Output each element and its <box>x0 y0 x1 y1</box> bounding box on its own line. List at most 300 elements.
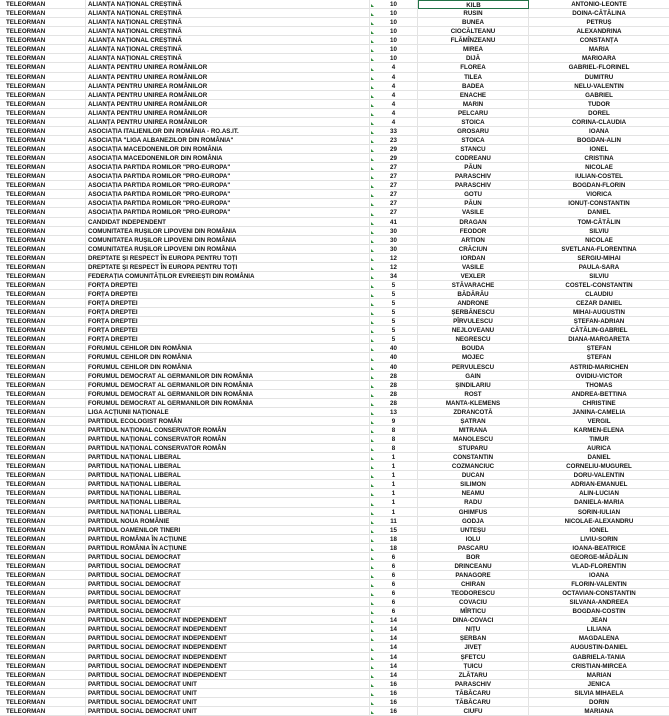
cell-given-names[interactable]: IONEL <box>529 145 669 154</box>
cell-list-no[interactable]: 41 <box>370 218 418 227</box>
cell-party[interactable]: ASOCIAȚIA PARTIDA ROMILOR "PRO-EUROPA" <box>86 190 370 199</box>
cell-list-no[interactable]: 16 <box>370 707 418 716</box>
cell-given-names[interactable]: MARIAN <box>529 671 669 680</box>
cell-party[interactable]: FORȚA DREPTEI <box>86 308 370 317</box>
cell-party[interactable]: PARTIDUL ROMÂNIA ÎN ACȚIUNE <box>86 544 370 553</box>
cell-county[interactable]: TELEORMAN <box>0 399 86 408</box>
cell-list-no[interactable]: 14 <box>370 653 418 662</box>
cell-county[interactable]: TELEORMAN <box>0 444 86 453</box>
cell-party[interactable]: ALIANȚA PENTRU UNIREA ROMÂNILOR <box>86 109 370 118</box>
cell-given-names[interactable]: GABRIELA-TANIA <box>529 653 669 662</box>
cell-list-no[interactable]: 30 <box>370 236 418 245</box>
cell-surname[interactable]: GOTU <box>418 190 529 199</box>
cell-surname[interactable]: GHIMFUS <box>418 508 529 517</box>
cell-list-no[interactable]: 12 <box>370 263 418 272</box>
cell-party[interactable]: FORUMUL CEHILOR DIN ROMÂNIA <box>86 353 370 362</box>
cell-county[interactable]: TELEORMAN <box>0 100 86 109</box>
cell-list-no[interactable]: 5 <box>370 335 418 344</box>
cell-party[interactable]: FORUMUL DEMOCRAT AL GERMANILOR DIN ROMÂNIA <box>86 390 370 399</box>
cell-county[interactable]: TELEORMAN <box>0 54 86 63</box>
cell-given-names[interactable]: AURICA <box>529 444 669 453</box>
cell-surname[interactable]: CRĂCIUN <box>418 245 529 254</box>
cell-county[interactable]: TELEORMAN <box>0 236 86 245</box>
cell-list-no[interactable]: 29 <box>370 154 418 163</box>
cell-party[interactable]: DREPTATE ȘI RESPECT ÎN EUROPA PENTRU TOȚI <box>86 254 370 263</box>
cell-surname[interactable]: FLĂMÎNZEANU <box>418 36 529 45</box>
cell-party[interactable]: ALIANȚA PENTRU UNIREA ROMÂNILOR <box>86 73 370 82</box>
cell-given-names[interactable]: OCTAVIAN-CONSTANTIN <box>529 589 669 598</box>
cell-county[interactable]: TELEORMAN <box>0 498 86 507</box>
cell-surname[interactable]: ZDRANCOTĂ <box>418 408 529 417</box>
cell-given-names[interactable]: DORIN <box>529 698 669 707</box>
cell-given-names[interactable]: AUGUSTIN-DANIEL <box>529 643 669 652</box>
cell-party[interactable]: PARTIDUL SOCIAL DEMOCRAT UNIT <box>86 680 370 689</box>
cell-county[interactable]: TELEORMAN <box>0 263 86 272</box>
cell-given-names[interactable]: GABRIEL <box>529 91 669 100</box>
cell-given-names[interactable]: JEAN <box>529 616 669 625</box>
cell-party[interactable]: PARTIDUL NAȚIONAL LIBERAL <box>86 480 370 489</box>
cell-party[interactable]: LIGA ACȚIUNII NAȚIONALE <box>86 408 370 417</box>
cell-surname[interactable]: MANTA-KLEMENS <box>418 399 529 408</box>
cell-party[interactable]: PARTIDUL OAMENILOR TINERI <box>86 526 370 535</box>
cell-party[interactable]: ASOCIAȚIA PARTIDA ROMILOR "PRO-EUROPA" <box>86 172 370 181</box>
cell-given-names[interactable]: IONUȚ-CONSTANTIN <box>529 199 669 208</box>
cell-party[interactable]: PARTIDUL SOCIAL DEMOCRAT INDEPENDENT <box>86 625 370 634</box>
cell-list-no[interactable]: 12 <box>370 254 418 263</box>
cell-surname[interactable]: MÎRTICU <box>418 607 529 616</box>
cell-party[interactable]: PARTIDUL SOCIAL DEMOCRAT INDEPENDENT <box>86 634 370 643</box>
cell-party[interactable]: ALIANȚA NAȚIONAL CREȘTINĂ <box>86 27 370 36</box>
cell-surname[interactable]: VASILE <box>418 208 529 217</box>
cell-party[interactable]: ALIANȚA PENTRU UNIREA ROMÂNILOR <box>86 118 370 127</box>
cell-given-names[interactable]: GABRIEL-FLORINEL <box>529 63 669 72</box>
cell-given-names[interactable]: NELU-VALENTIN <box>529 82 669 91</box>
cell-surname[interactable]: ROST <box>418 390 529 399</box>
cell-party[interactable]: PARTIDUL NAȚIONAL CONSERVATOR ROMÂN <box>86 435 370 444</box>
cell-surname[interactable]: STOICA <box>418 136 529 145</box>
cell-list-no[interactable]: 14 <box>370 671 418 680</box>
cell-county[interactable]: TELEORMAN <box>0 517 86 526</box>
cell-given-names[interactable]: JANINA-CAMELIA <box>529 408 669 417</box>
cell-county[interactable]: TELEORMAN <box>0 118 86 127</box>
cell-given-names[interactable]: BOGDAN-ALIN <box>529 136 669 145</box>
cell-county[interactable]: TELEORMAN <box>0 390 86 399</box>
cell-list-no[interactable]: 18 <box>370 535 418 544</box>
cell-party[interactable]: PARTIDUL SOCIAL DEMOCRAT INDEPENDENT <box>86 616 370 625</box>
cell-list-no[interactable]: 34 <box>370 272 418 281</box>
cell-list-no[interactable]: 4 <box>370 109 418 118</box>
cell-party[interactable]: ALIANȚA PENTRU UNIREA ROMÂNILOR <box>86 100 370 109</box>
cell-surname[interactable]: PARASCHIV <box>418 172 529 181</box>
cell-given-names[interactable]: NICOLAE <box>529 236 669 245</box>
cell-surname[interactable]: PERVULESCU <box>418 363 529 372</box>
cell-party[interactable]: PARTIDUL SOCIAL DEMOCRAT <box>86 562 370 571</box>
cell-list-no[interactable]: 28 <box>370 372 418 381</box>
cell-county[interactable]: TELEORMAN <box>0 172 86 181</box>
cell-given-names[interactable]: CĂTĂLIN-GABRIEL <box>529 326 669 335</box>
cell-county[interactable]: TELEORMAN <box>0 589 86 598</box>
cell-county[interactable]: TELEORMAN <box>0 18 86 27</box>
cell-surname[interactable]: PĂUN <box>418 199 529 208</box>
cell-given-names[interactable]: ALEXANDRINA <box>529 27 669 36</box>
cell-list-no[interactable]: 6 <box>370 562 418 571</box>
cell-county[interactable]: TELEORMAN <box>0 335 86 344</box>
cell-given-names[interactable]: JENICA <box>529 680 669 689</box>
cell-county[interactable]: TELEORMAN <box>0 245 86 254</box>
cell-surname[interactable]: ȘINDILARIU <box>418 381 529 390</box>
cell-surname[interactable]: TEODORESCU <box>418 589 529 598</box>
cell-party[interactable]: PARTIDUL SOCIAL DEMOCRAT INDEPENDENT <box>86 653 370 662</box>
cell-surname[interactable]: ANDRONE <box>418 299 529 308</box>
cell-given-names[interactable]: SILVANA-ANDREEA <box>529 598 669 607</box>
cell-list-no[interactable]: 11 <box>370 517 418 526</box>
cell-list-no[interactable]: 28 <box>370 381 418 390</box>
cell-surname[interactable]: ARTION <box>418 236 529 245</box>
cell-given-names[interactable]: CHRISTINE <box>529 399 669 408</box>
cell-list-no[interactable]: 1 <box>370 498 418 507</box>
cell-given-names[interactable]: DANIEL <box>529 208 669 217</box>
cell-surname[interactable]: CIUFU <box>418 707 529 716</box>
cell-list-no[interactable]: 1 <box>370 462 418 471</box>
cell-list-no[interactable]: 10 <box>370 45 418 54</box>
cell-given-names[interactable]: DANIELA-MARIA <box>529 498 669 507</box>
cell-party[interactable]: COMUNITATEA RUȘILOR LIPOVENI DIN ROMÂNIA <box>86 236 370 245</box>
cell-party[interactable]: ALIANȚA PENTRU UNIREA ROMÂNILOR <box>86 63 370 72</box>
cell-given-names[interactable]: SILVIU <box>529 227 669 236</box>
cell-county[interactable]: TELEORMAN <box>0 63 86 72</box>
cell-county[interactable]: TELEORMAN <box>0 73 86 82</box>
cell-county[interactable]: TELEORMAN <box>0 308 86 317</box>
cell-county[interactable]: TELEORMAN <box>0 535 86 544</box>
cell-given-names[interactable]: DOINA-CĂTĂLINA <box>529 9 669 18</box>
cell-list-no[interactable]: 10 <box>370 0 418 9</box>
cell-party[interactable]: PARTIDUL ROMÂNIA ÎN ACȚIUNE <box>86 535 370 544</box>
cell-party[interactable]: FORȚA DREPTEI <box>86 290 370 299</box>
cell-list-no[interactable]: 30 <box>370 245 418 254</box>
cell-party[interactable]: PARTIDUL NOUA ROMÂNIE <box>86 517 370 526</box>
cell-given-names[interactable]: FLORIN-VALENTIN <box>529 580 669 589</box>
cell-party[interactable]: FORUMUL DEMOCRAT AL GERMANILOR DIN ROMÂNIA <box>86 381 370 390</box>
cell-given-names[interactable]: BOGDAN-FLORIN <box>529 181 669 190</box>
cell-surname[interactable]: GODJA <box>418 517 529 526</box>
cell-county[interactable]: TELEORMAN <box>0 480 86 489</box>
cell-surname[interactable]: IORDAN <box>418 254 529 263</box>
cell-surname[interactable]: KILB <box>418 0 529 9</box>
cell-list-no[interactable]: 5 <box>370 326 418 335</box>
cell-surname[interactable]: GROSARU <box>418 127 529 136</box>
cell-given-names[interactable]: IOANA <box>529 571 669 580</box>
cell-county[interactable]: TELEORMAN <box>0 598 86 607</box>
cell-surname[interactable]: MOJEC <box>418 353 529 362</box>
cell-county[interactable]: TELEORMAN <box>0 634 86 643</box>
cell-party[interactable]: FORUMUL DEMOCRAT AL GERMANILOR DIN ROMÂNIA <box>86 372 370 381</box>
cell-party[interactable]: ALIANȚA PENTRU UNIREA ROMÂNILOR <box>86 82 370 91</box>
cell-list-no[interactable]: 8 <box>370 444 418 453</box>
cell-surname[interactable]: PÎRVULESCU <box>418 317 529 326</box>
cell-party[interactable]: COMUNITATEA RUȘILOR LIPOVENI DIN ROMÂNIA <box>86 245 370 254</box>
cell-party[interactable]: PARTIDUL NAȚIONAL LIBERAL <box>86 508 370 517</box>
cell-list-no[interactable]: 10 <box>370 27 418 36</box>
cell-party[interactable]: PARTIDUL SOCIAL DEMOCRAT <box>86 580 370 589</box>
cell-county[interactable]: TELEORMAN <box>0 381 86 390</box>
cell-list-no[interactable]: 6 <box>370 607 418 616</box>
cell-surname[interactable]: NEGRESCU <box>418 335 529 344</box>
cell-county[interactable]: TELEORMAN <box>0 662 86 671</box>
cell-given-names[interactable]: VIORICA <box>529 190 669 199</box>
cell-given-names[interactable]: DORU-VALENTIN <box>529 471 669 480</box>
cell-given-names[interactable]: CONSTANȚA <box>529 36 669 45</box>
cell-list-no[interactable]: 27 <box>370 208 418 217</box>
cell-county[interactable]: TELEORMAN <box>0 562 86 571</box>
cell-surname[interactable]: MARIN <box>418 100 529 109</box>
cell-given-names[interactable]: LIVIU-SORIN <box>529 535 669 544</box>
cell-county[interactable]: TELEORMAN <box>0 372 86 381</box>
cell-surname[interactable]: DRAGAN <box>418 218 529 227</box>
cell-list-no[interactable]: 5 <box>370 281 418 290</box>
cell-list-no[interactable]: 4 <box>370 100 418 109</box>
cell-given-names[interactable]: VLAD-FLORENTIN <box>529 562 669 571</box>
cell-county[interactable]: TELEORMAN <box>0 27 86 36</box>
cell-party[interactable]: ALIANȚA NAȚIONAL CREȘTINĂ <box>86 9 370 18</box>
cell-party[interactable]: FORȚA DREPTEI <box>86 335 370 344</box>
cell-party[interactable]: ALIANȚA PENTRU UNIREA ROMÂNILOR <box>86 91 370 100</box>
cell-list-no[interactable]: 1 <box>370 453 418 462</box>
cell-surname[interactable]: TILEA <box>418 73 529 82</box>
cell-given-names[interactable]: CRISTIAN-MIRCEA <box>529 662 669 671</box>
cell-party[interactable]: ASOCIAȚIA PARTIDA ROMILOR "PRO-EUROPA" <box>86 163 370 172</box>
cell-list-no[interactable]: 29 <box>370 145 418 154</box>
cell-party[interactable]: ASOCIAȚIA PARTIDA ROMILOR "PRO-EUROPA" <box>86 199 370 208</box>
cell-county[interactable]: TELEORMAN <box>0 299 86 308</box>
cell-surname[interactable]: CIOCĂLTEANU <box>418 27 529 36</box>
cell-surname[interactable]: PĂUN <box>418 163 529 172</box>
cell-county[interactable]: TELEORMAN <box>0 218 86 227</box>
cell-party[interactable]: PARTIDUL ECOLOGIST ROMÂN <box>86 417 370 426</box>
cell-surname[interactable]: STUPARU <box>418 444 529 453</box>
cell-county[interactable]: TELEORMAN <box>0 616 86 625</box>
cell-surname[interactable]: PARASCHIV <box>418 181 529 190</box>
cell-given-names[interactable]: SILVIU <box>529 272 669 281</box>
cell-given-names[interactable]: OVIDIU-VICTOR <box>529 372 669 381</box>
cell-county[interactable]: TELEORMAN <box>0 208 86 217</box>
cell-surname[interactable]: PANAGORE <box>418 571 529 580</box>
cell-surname[interactable]: SILIMON <box>418 480 529 489</box>
cell-list-no[interactable]: 4 <box>370 82 418 91</box>
cell-list-no[interactable]: 40 <box>370 353 418 362</box>
cell-surname[interactable]: ȚUICU <box>418 662 529 671</box>
cell-party[interactable]: FORȚA DREPTEI <box>86 281 370 290</box>
cell-county[interactable]: TELEORMAN <box>0 154 86 163</box>
cell-party[interactable]: PARTIDUL SOCIAL DEMOCRAT UNIT <box>86 689 370 698</box>
cell-party[interactable]: PARTIDUL SOCIAL DEMOCRAT <box>86 607 370 616</box>
cell-county[interactable]: TELEORMAN <box>0 36 86 45</box>
cell-surname[interactable]: VEXLER <box>418 272 529 281</box>
cell-county[interactable]: TELEORMAN <box>0 526 86 535</box>
cell-list-no[interactable]: 27 <box>370 190 418 199</box>
cell-given-names[interactable]: MARIA <box>529 45 669 54</box>
cell-county[interactable]: TELEORMAN <box>0 625 86 634</box>
cell-surname[interactable]: TĂBĂCARU <box>418 698 529 707</box>
cell-given-names[interactable]: THOMAS <box>529 381 669 390</box>
cell-county[interactable]: TELEORMAN <box>0 290 86 299</box>
cell-county[interactable]: TELEORMAN <box>0 344 86 353</box>
cell-surname[interactable]: STANCU <box>418 145 529 154</box>
cell-county[interactable]: TELEORMAN <box>0 181 86 190</box>
cell-party[interactable]: COMUNITATEA RUȘILOR LIPOVENI DIN ROMÂNIA <box>86 227 370 236</box>
cell-given-names[interactable]: SVETLANA-FLORENTINA <box>529 245 669 254</box>
cell-given-names[interactable]: BOGDAN-COSTIN <box>529 607 669 616</box>
cell-county[interactable]: TELEORMAN <box>0 571 86 580</box>
cell-party[interactable]: FORȚA DREPTEI <box>86 299 370 308</box>
cell-given-names[interactable]: DOREL <box>529 109 669 118</box>
cell-given-names[interactable]: MIHAI-AUGUSTIN <box>529 308 669 317</box>
cell-list-no[interactable]: 10 <box>370 18 418 27</box>
cell-county[interactable]: TELEORMAN <box>0 190 86 199</box>
cell-list-no[interactable]: 6 <box>370 571 418 580</box>
cell-party[interactable]: ASOCIAȚIA ITALIENILOR DIN ROMÂNIA - RO.AS.IT. <box>86 127 370 136</box>
cell-surname[interactable]: BOR <box>418 553 529 562</box>
cell-list-no[interactable]: 14 <box>370 662 418 671</box>
cell-county[interactable]: TELEORMAN <box>0 471 86 480</box>
cell-county[interactable]: TELEORMAN <box>0 9 86 18</box>
cell-party[interactable]: PARTIDUL NAȚIONAL LIBERAL <box>86 471 370 480</box>
cell-list-no[interactable]: 14 <box>370 625 418 634</box>
cell-surname[interactable]: COZMANCIUC <box>418 462 529 471</box>
cell-given-names[interactable]: CEZAR DANIEL <box>529 299 669 308</box>
cell-given-names[interactable]: PAULA-SARA <box>529 263 669 272</box>
cell-county[interactable]: TELEORMAN <box>0 281 86 290</box>
cell-given-names[interactable]: CRISTINA <box>529 154 669 163</box>
cell-surname[interactable]: NEJLOVEANU <box>418 326 529 335</box>
cell-list-no[interactable]: 40 <box>370 363 418 372</box>
cell-county[interactable]: TELEORMAN <box>0 109 86 118</box>
cell-list-no[interactable]: 1 <box>370 508 418 517</box>
cell-party[interactable]: ALIANȚA NAȚIONAL CREȘTINĂ <box>86 0 370 9</box>
cell-surname[interactable]: ZLĂTARU <box>418 671 529 680</box>
cell-surname[interactable]: ENACHE <box>418 91 529 100</box>
cell-county[interactable]: TELEORMAN <box>0 426 86 435</box>
cell-county[interactable]: TELEORMAN <box>0 163 86 172</box>
cell-given-names[interactable]: IOANA <box>529 127 669 136</box>
cell-given-names[interactable]: SERGIU-MIHAI <box>529 254 669 263</box>
cell-party[interactable]: PARTIDUL NAȚIONAL LIBERAL <box>86 453 370 462</box>
cell-given-names[interactable]: ANTONIO-LEONTE <box>529 0 669 9</box>
cell-list-no[interactable]: 6 <box>370 553 418 562</box>
cell-surname[interactable]: PARASCHIV <box>418 680 529 689</box>
cell-surname[interactable]: GAIN <box>418 372 529 381</box>
cell-given-names[interactable]: ASTRID-MARICHEN <box>529 363 669 372</box>
cell-given-names[interactable]: DIANA-MARGARETA <box>529 335 669 344</box>
cell-given-names[interactable]: TUDOR <box>529 100 669 109</box>
cell-list-no[interactable]: 4 <box>370 73 418 82</box>
cell-county[interactable]: TELEORMAN <box>0 45 86 54</box>
cell-list-no[interactable]: 30 <box>370 227 418 236</box>
cell-party[interactable]: PARTIDUL SOCIAL DEMOCRAT UNIT <box>86 707 370 716</box>
cell-list-no[interactable]: 23 <box>370 136 418 145</box>
cell-list-no[interactable]: 40 <box>370 344 418 353</box>
cell-county[interactable]: TELEORMAN <box>0 127 86 136</box>
cell-party[interactable]: PARTIDUL NAȚIONAL LIBERAL <box>86 462 370 471</box>
cell-party[interactable]: FORUMUL CEHILOR DIN ROMÂNIA <box>86 363 370 372</box>
cell-given-names[interactable]: ADRIAN-EMANUEL <box>529 480 669 489</box>
cell-party[interactable]: ALIANȚA NAȚIONAL CREȘTINĂ <box>86 45 370 54</box>
cell-given-names[interactable]: SORIN-IULIAN <box>529 508 669 517</box>
cell-county[interactable]: TELEORMAN <box>0 272 86 281</box>
cell-party[interactable]: DREPTATE ȘI RESPECT ÎN EUROPA PENTRU TOȚI <box>86 263 370 272</box>
cell-list-no[interactable]: 14 <box>370 643 418 652</box>
cell-surname[interactable]: PELCARU <box>418 109 529 118</box>
cell-party[interactable]: ASOCIAȚIA MACEDONENILOR DIN ROMÂNIA <box>86 154 370 163</box>
cell-given-names[interactable]: IONEL <box>529 526 669 535</box>
cell-list-no[interactable]: 15 <box>370 526 418 535</box>
cell-county[interactable]: TELEORMAN <box>0 254 86 263</box>
cell-party[interactable]: FORȚA DREPTEI <box>86 326 370 335</box>
cell-county[interactable]: TELEORMAN <box>0 653 86 662</box>
cell-surname[interactable]: STĂVARACHE <box>418 281 529 290</box>
cell-list-no[interactable]: 27 <box>370 172 418 181</box>
cell-list-no[interactable]: 8 <box>370 426 418 435</box>
cell-given-names[interactable]: ȘTEFAN <box>529 344 669 353</box>
cell-county[interactable]: TELEORMAN <box>0 317 86 326</box>
cell-surname[interactable]: BADEA <box>418 82 529 91</box>
cell-given-names[interactable]: TOM-CĂTĂLIN <box>529 218 669 227</box>
cell-surname[interactable]: DINA-COVACI <box>418 616 529 625</box>
cell-surname[interactable]: ȘFETCU <box>418 653 529 662</box>
cell-county[interactable]: TELEORMAN <box>0 553 86 562</box>
cell-county[interactable]: TELEORMAN <box>0 0 86 9</box>
cell-party[interactable]: PARTIDUL SOCIAL DEMOCRAT INDEPENDENT <box>86 671 370 680</box>
cell-county[interactable]: TELEORMAN <box>0 199 86 208</box>
cell-given-names[interactable]: SILVIA MIHAELA <box>529 689 669 698</box>
cell-party[interactable]: PARTIDUL SOCIAL DEMOCRAT <box>86 589 370 598</box>
cell-given-names[interactable]: IOANA-BEATRICE <box>529 544 669 553</box>
cell-county[interactable]: TELEORMAN <box>0 227 86 236</box>
cell-given-names[interactable]: NICOLAE <box>529 163 669 172</box>
cell-list-no[interactable]: 5 <box>370 308 418 317</box>
cell-given-names[interactable]: CORINA-CLAUDIA <box>529 118 669 127</box>
cell-county[interactable]: TELEORMAN <box>0 408 86 417</box>
cell-county[interactable]: TELEORMAN <box>0 453 86 462</box>
cell-county[interactable]: TELEORMAN <box>0 643 86 652</box>
cell-list-no[interactable]: 5 <box>370 290 418 299</box>
cell-surname[interactable]: BUNEA <box>418 18 529 27</box>
cell-surname[interactable]: DIJĂ <box>418 54 529 63</box>
cell-surname[interactable]: NEAMU <box>418 489 529 498</box>
cell-given-names[interactable]: TIMUR <box>529 435 669 444</box>
cell-given-names[interactable]: KARMEN-ELENA <box>529 426 669 435</box>
cell-list-no[interactable]: 27 <box>370 163 418 172</box>
cell-given-names[interactable]: DANIEL <box>529 453 669 462</box>
cell-given-names[interactable]: DUMITRU <box>529 73 669 82</box>
cell-surname[interactable]: CONSTANTIN <box>418 453 529 462</box>
cell-surname[interactable]: RADU <box>418 498 529 507</box>
cell-surname[interactable]: FLOREA <box>418 63 529 72</box>
cell-county[interactable]: TELEORMAN <box>0 82 86 91</box>
cell-party[interactable]: FEDERAȚIA COMUNITĂȚILOR EVREIEȘTI DIN ROMÂNIA <box>86 272 370 281</box>
cell-county[interactable]: TELEORMAN <box>0 689 86 698</box>
cell-given-names[interactable]: NICOLAE-ALEXANDRU <box>529 517 669 526</box>
cell-party[interactable]: PARTIDUL SOCIAL DEMOCRAT INDEPENDENT <box>86 662 370 671</box>
cell-party[interactable]: FORUMUL DEMOCRAT AL GERMANILOR DIN ROMÂNIA <box>86 399 370 408</box>
cell-given-names[interactable]: GEORGE-MĂDĂLIN <box>529 553 669 562</box>
cell-party[interactable]: ASOCIAȚIA MACEDONENILOR DIN ROMÂNIA <box>86 145 370 154</box>
cell-given-names[interactable]: CORNELIU-MUGUREL <box>529 462 669 471</box>
cell-list-no[interactable]: 10 <box>370 36 418 45</box>
cell-list-no[interactable]: 8 <box>370 435 418 444</box>
cell-given-names[interactable]: CLAUDIU <box>529 290 669 299</box>
cell-list-no[interactable]: 6 <box>370 589 418 598</box>
cell-party[interactable]: PARTIDUL SOCIAL DEMOCRAT INDEPENDENT <box>86 643 370 652</box>
